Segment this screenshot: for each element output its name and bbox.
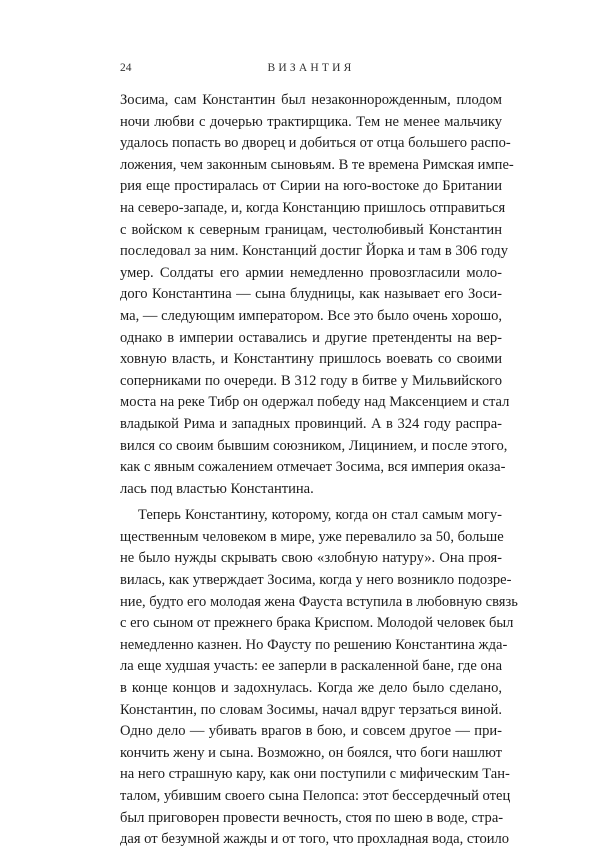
text-line: на северо-западе, и, когда Констанцию пришлось отправиться bbox=[120, 199, 506, 216]
text-line: ложения, чем законным сыновьям. В те времена Римская импе- bbox=[120, 156, 514, 173]
text-line: не было нужды скрывать свою «злобную натуру». Она проя- bbox=[120, 550, 502, 567]
text-line: однако в империи оставались и другие претенденты на вер- bbox=[120, 329, 502, 346]
text-line: последовал за ним. Констанций достиг Йорка и там в 306 году bbox=[120, 243, 508, 260]
text-line: соперниками по очереди. В 312 году в битве у Мильвийского bbox=[120, 372, 502, 389]
text-line: ние, будто его молодая жена Фауста вступила в любовную связь bbox=[120, 593, 518, 610]
text-line: Одно дело — убивать врагов в бою, и совсем другое — при- bbox=[120, 723, 502, 740]
text-line: Теперь Константину, которому, когда он стал самым могу- bbox=[138, 507, 502, 524]
text-line: на него страшную кару, как они поступили с мифическим Тан- bbox=[120, 766, 510, 783]
text-line: как с явным сожалением отмечает Зосима, вся империя оказа- bbox=[120, 459, 506, 476]
text-line: с войском к северным границам, честолюбивый Константин bbox=[120, 221, 502, 238]
text-line: владыкой Рима и западных провинций. А в 324 году распра- bbox=[120, 415, 502, 432]
text-line: щественным человеком в мире, уже перевалило за 50, больше bbox=[120, 528, 504, 545]
text-line: удалось попасть во дворец и добиться от отца большего распо- bbox=[120, 135, 511, 152]
text-line: с его сыном от прежнего брака Криспом. Молодой человек был bbox=[120, 615, 514, 632]
text-line: лась под властью Константина. bbox=[120, 480, 314, 497]
text-line: дого Константина — сына блудницы, как называет его Зоси- bbox=[120, 286, 502, 303]
text-line: Константин, по словам Зосимы, начал вдруг терзаться виной. bbox=[120, 701, 502, 718]
text-line: ховную власть, и Константину пришлось воевать со своими bbox=[120, 351, 502, 368]
text-line: дая от безумной жажды и от того, что прохладная вода, стоило bbox=[120, 831, 510, 848]
page-header bbox=[120, 62, 502, 78]
text-line: моста на реке Тибр он одержал победу над Максенцием и стал bbox=[120, 394, 510, 411]
text-line: Зосима, сам Константин был незаконнорожденным, плодом bbox=[120, 92, 502, 108]
text-line: вился со своим бывшим союзником, Лицинием, и после этого, bbox=[120, 437, 508, 454]
text-line: ма, — следующим императором. Все это было очень хорошо, bbox=[120, 307, 502, 324]
text-line: в конце концов и задохнулась. Когда же дело было сделано, bbox=[120, 680, 502, 697]
text-line: рия еще простиралась от Сирии на юго-востоке до Британии bbox=[120, 178, 502, 195]
text-line: ночи любви с дочерью трактирщика. Тем не менее мальчику bbox=[120, 113, 502, 130]
text-line: талом, убившим своего сына Пелопса: этот бессердечный отец bbox=[120, 788, 511, 804]
text-line: кончить жену и сына. Возможно, он боялся, что боги нашлют bbox=[120, 744, 502, 761]
text-line: ла еще худшая участь: ее заперли в раскаленной бане, где она bbox=[120, 658, 503, 675]
running-head: ВИЗАНТИЯ bbox=[267, 62, 355, 74]
paragraph bbox=[120, 505, 518, 851]
text-line: был приговорен провести вечность, стоя по шею в воде, стра- bbox=[120, 809, 504, 826]
paragraph bbox=[120, 90, 514, 500]
page-number: 24 bbox=[120, 62, 132, 74]
text-line: немедленно казнен. Но Фаусту по решению Константина жда- bbox=[120, 636, 508, 653]
text-line: умер. Солдаты его армии немедленно провозгласили моло- bbox=[120, 264, 502, 281]
text-body bbox=[120, 90, 518, 851]
text-line: вилась, как утверждает Зосима, когда у него возникло подозре- bbox=[120, 572, 512, 589]
